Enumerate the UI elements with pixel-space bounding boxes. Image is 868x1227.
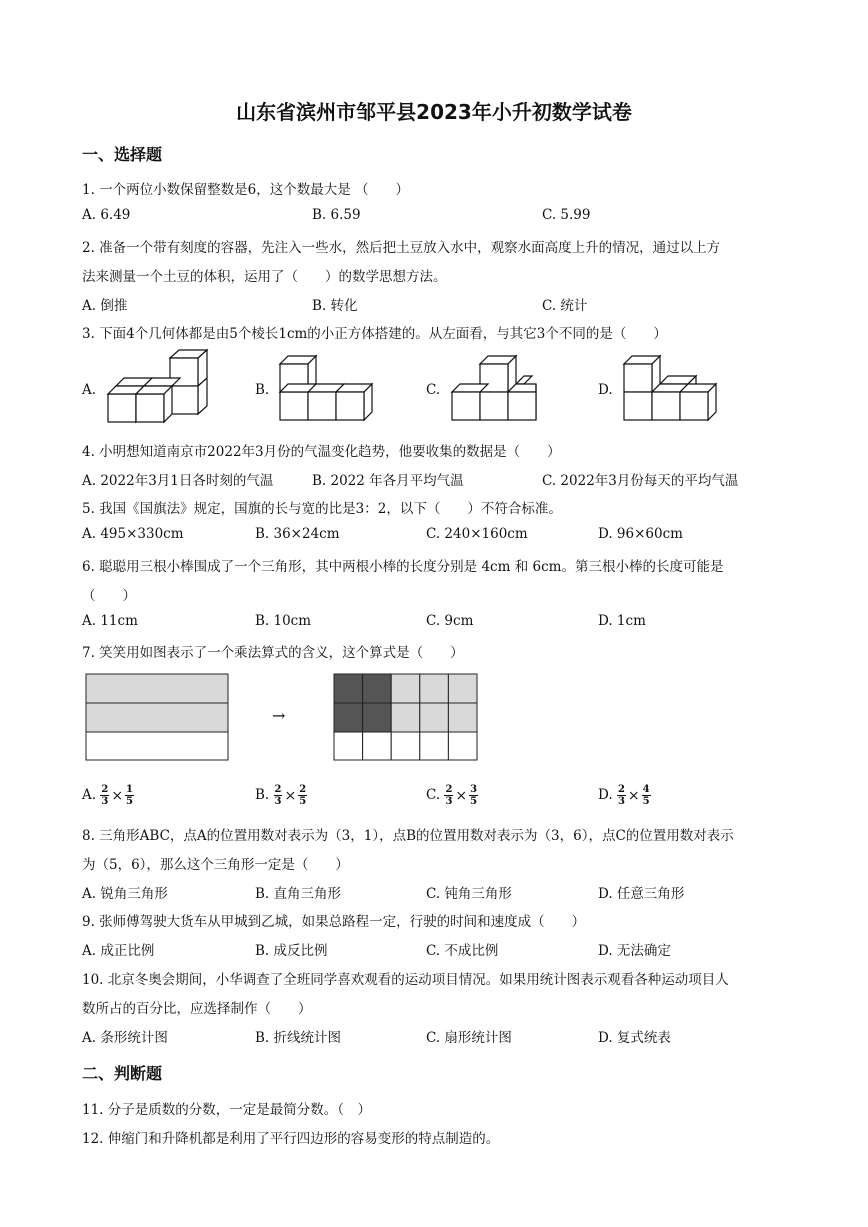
q9-option-b[interactable]: B. 成反比例 <box>255 943 328 959</box>
q2-option-a[interactable]: A. 倒推 <box>82 298 128 314</box>
q5-option-b[interactable]: B. 36×24cm <box>255 526 340 542</box>
question-8-line-2: 为（5，6），那么这个三角形一定是（ ） <box>82 857 349 873</box>
q9-option-d[interactable]: D. 无法确定 <box>598 943 671 959</box>
q4-option-a[interactable]: A. 2022年3月1日各时刻的气温 <box>82 473 274 489</box>
q3-figure-b <box>278 354 390 424</box>
q7a-den-1: 3 <box>101 796 109 807</box>
q7-option-b-fraction-1 <box>274 784 283 807</box>
q7d-den-1: 3 <box>617 796 625 807</box>
q5-option-c[interactable]: C. 240×160cm <box>426 526 528 542</box>
q7c-num-2: 3 <box>470 784 478 795</box>
q7-option-b-label: B. <box>255 787 270 803</box>
q7-option-b-fraction-2 <box>298 784 307 807</box>
question-3: 3. 下面4个几何体都是由5个棱长1cm的小正方体搭建的。从左面看，与其它3个不同的是（ ） <box>82 326 667 342</box>
q7b-den-2: 5 <box>299 796 307 807</box>
q2-option-c[interactable]: C. 统计 <box>542 298 588 314</box>
q3-figure-d <box>622 354 726 424</box>
q4-option-c[interactable]: C. 2022年3月份每天的平均气温 <box>542 473 739 489</box>
q7-option-d-label: D. <box>598 787 613 803</box>
q7-option-c-fraction-1 <box>444 784 453 807</box>
q5-option-a[interactable]: A. 495×330cm <box>82 526 184 542</box>
question-10-line-1: 10. 北京冬奥会期间，小华调查了全班同学喜欢观看的运动项目情况。如果用统计图表示观看各种运动项目人 <box>82 972 729 988</box>
q7c-den-1: 3 <box>445 796 453 807</box>
q3-figure-c <box>450 354 540 424</box>
q1-option-c[interactable]: C. 5.99 <box>542 207 591 223</box>
q2-option-b[interactable]: B. 转化 <box>312 298 358 314</box>
question-10-line-2: 数所占的百分比，应选择制作（ ） <box>82 1001 312 1017</box>
q3-figure-a <box>106 348 212 424</box>
q3-option-b-label[interactable]: B. <box>255 382 270 398</box>
q7-figure-left-rectangle <box>85 673 231 763</box>
q7-option-a[interactable] <box>82 784 134 807</box>
question-4: 4. 小明想知道南京市2022年3月份的气温变化趋势，他要收集的数据是（ ） <box>82 444 561 460</box>
question-5: 5. 我国《国旗法》规定，国旗的长与宽的比是3：2，以下（ ）不符合标准。 <box>82 501 562 517</box>
q7b-operator: × <box>284 787 297 804</box>
question-6-line-2: （ ） <box>82 588 136 604</box>
q7d-num-2: 4 <box>642 784 650 795</box>
question-11: 11. 分子是质数的分数，一定是最简分数。（ ） <box>82 1102 372 1118</box>
q7-option-c-fraction-2 <box>469 784 478 807</box>
question-8-line-1: 8. 三角形ABC，点A的位置用数对表示为（3，1），点B的位置用数对表示为（3，6），点C的位置用数对表示 <box>82 828 734 844</box>
section-heading-judgement: 二、判断题 <box>82 1064 163 1083</box>
page-title: 山东省滨州市邹平县2023年小升初数学试卷 <box>236 100 632 124</box>
q10-option-d[interactable]: D. 复式统表 <box>598 1030 671 1046</box>
q7c-num-1: 2 <box>445 784 453 795</box>
question-1: 1. 一个两位小数保留整数是6，这个数最大是 （ ） <box>82 182 410 198</box>
q6-option-d[interactable]: D. 1cm <box>598 613 646 629</box>
q7-option-b[interactable] <box>255 784 307 807</box>
q7-option-c-label: C. <box>426 787 441 803</box>
q6-option-b[interactable]: B. 10cm <box>255 613 312 629</box>
q7-option-d[interactable] <box>598 784 651 807</box>
q1-option-b[interactable]: B. 6.59 <box>312 207 361 223</box>
q7-option-a-fraction-1 <box>100 784 109 807</box>
q7b-den-1: 3 <box>274 796 282 807</box>
q8-option-d[interactable]: D. 任意三角形 <box>598 886 685 902</box>
q9-option-c[interactable]: C. 不成比例 <box>426 943 499 959</box>
q10-option-a[interactable]: A. 条形统计图 <box>82 1030 168 1046</box>
q7d-num-1: 2 <box>617 784 625 795</box>
question-9: 9. 张师傅驾驶大货车从甲城到乙城，如果总路程一定，行驶的时间和速度成（ ） <box>82 914 586 930</box>
q7-option-c[interactable] <box>426 784 478 807</box>
q10-option-c[interactable]: C. 扇形统计图 <box>426 1030 512 1046</box>
question-2-line-1: 2. 准备一个带有刻度的容器，先注入一些水，然后把土豆放入水中，观察水面高度上升的情况，通过以上方 <box>82 240 721 256</box>
q7a-den-2: 5 <box>126 796 134 807</box>
q8-option-c[interactable]: C. 钝角三角形 <box>426 886 512 902</box>
q7a-num-2: 1 <box>126 784 134 795</box>
q7c-den-2: 5 <box>470 796 478 807</box>
q3-option-c-label[interactable]: C. <box>426 382 441 398</box>
q9-option-a[interactable]: A. 成正比例 <box>82 943 155 959</box>
question-6-line-1: 6. 聪聪用三根小棒围成了一个三角形，其中两根小棒的长度分别是 4cm 和 6cm。第三根小棒的长度可能是 <box>82 559 724 575</box>
q4-option-b[interactable]: B. 2022 年各月平均气温 <box>312 473 464 489</box>
q3-option-d-label[interactable]: D. <box>598 382 613 398</box>
q7-option-d-fraction-1 <box>617 784 626 807</box>
q7-option-a-label: A. <box>82 787 97 803</box>
q7d-operator: × <box>627 787 640 804</box>
q8-option-b[interactable]: B. 直角三角形 <box>255 886 342 902</box>
q7d-den-2: 5 <box>642 796 650 807</box>
question-12: 12. 伸缩门和升降机都是利用了平行四边形的容易变形的特点制造的。 <box>82 1131 500 1147</box>
question-2-line-2: 法来测量一个土豆的体积，运用了（ ）的数学思想方法。 <box>82 269 447 285</box>
q7a-operator: × <box>111 787 124 804</box>
q7a-num-1: 2 <box>101 784 109 795</box>
q6-option-c[interactable]: C. 9cm <box>426 613 474 629</box>
q7-option-a-fraction-2 <box>125 784 134 807</box>
q7-figure-right-grid <box>333 673 479 763</box>
q7b-num-2: 2 <box>299 784 307 795</box>
q5-option-d[interactable]: D. 96×60cm <box>598 526 683 542</box>
q8-option-a[interactable]: A. 锐角三角形 <box>82 886 168 902</box>
q7c-operator: × <box>455 787 468 804</box>
q10-option-b[interactable]: B. 折线统计图 <box>255 1030 342 1046</box>
q7-option-d-fraction-2 <box>642 784 651 807</box>
q7-arrow: → <box>272 706 286 725</box>
q1-option-a[interactable]: A. 6.49 <box>82 207 131 223</box>
section-heading-choice: 一、选择题 <box>82 145 163 164</box>
q6-option-a[interactable]: A. 11cm <box>82 613 138 629</box>
q7b-num-1: 2 <box>274 784 282 795</box>
q3-option-a-label[interactable]: A. <box>82 382 97 398</box>
question-7: 7. 笑笑用如图表示了一个乘法算式的含义，这个算式是（ ） <box>82 645 464 661</box>
